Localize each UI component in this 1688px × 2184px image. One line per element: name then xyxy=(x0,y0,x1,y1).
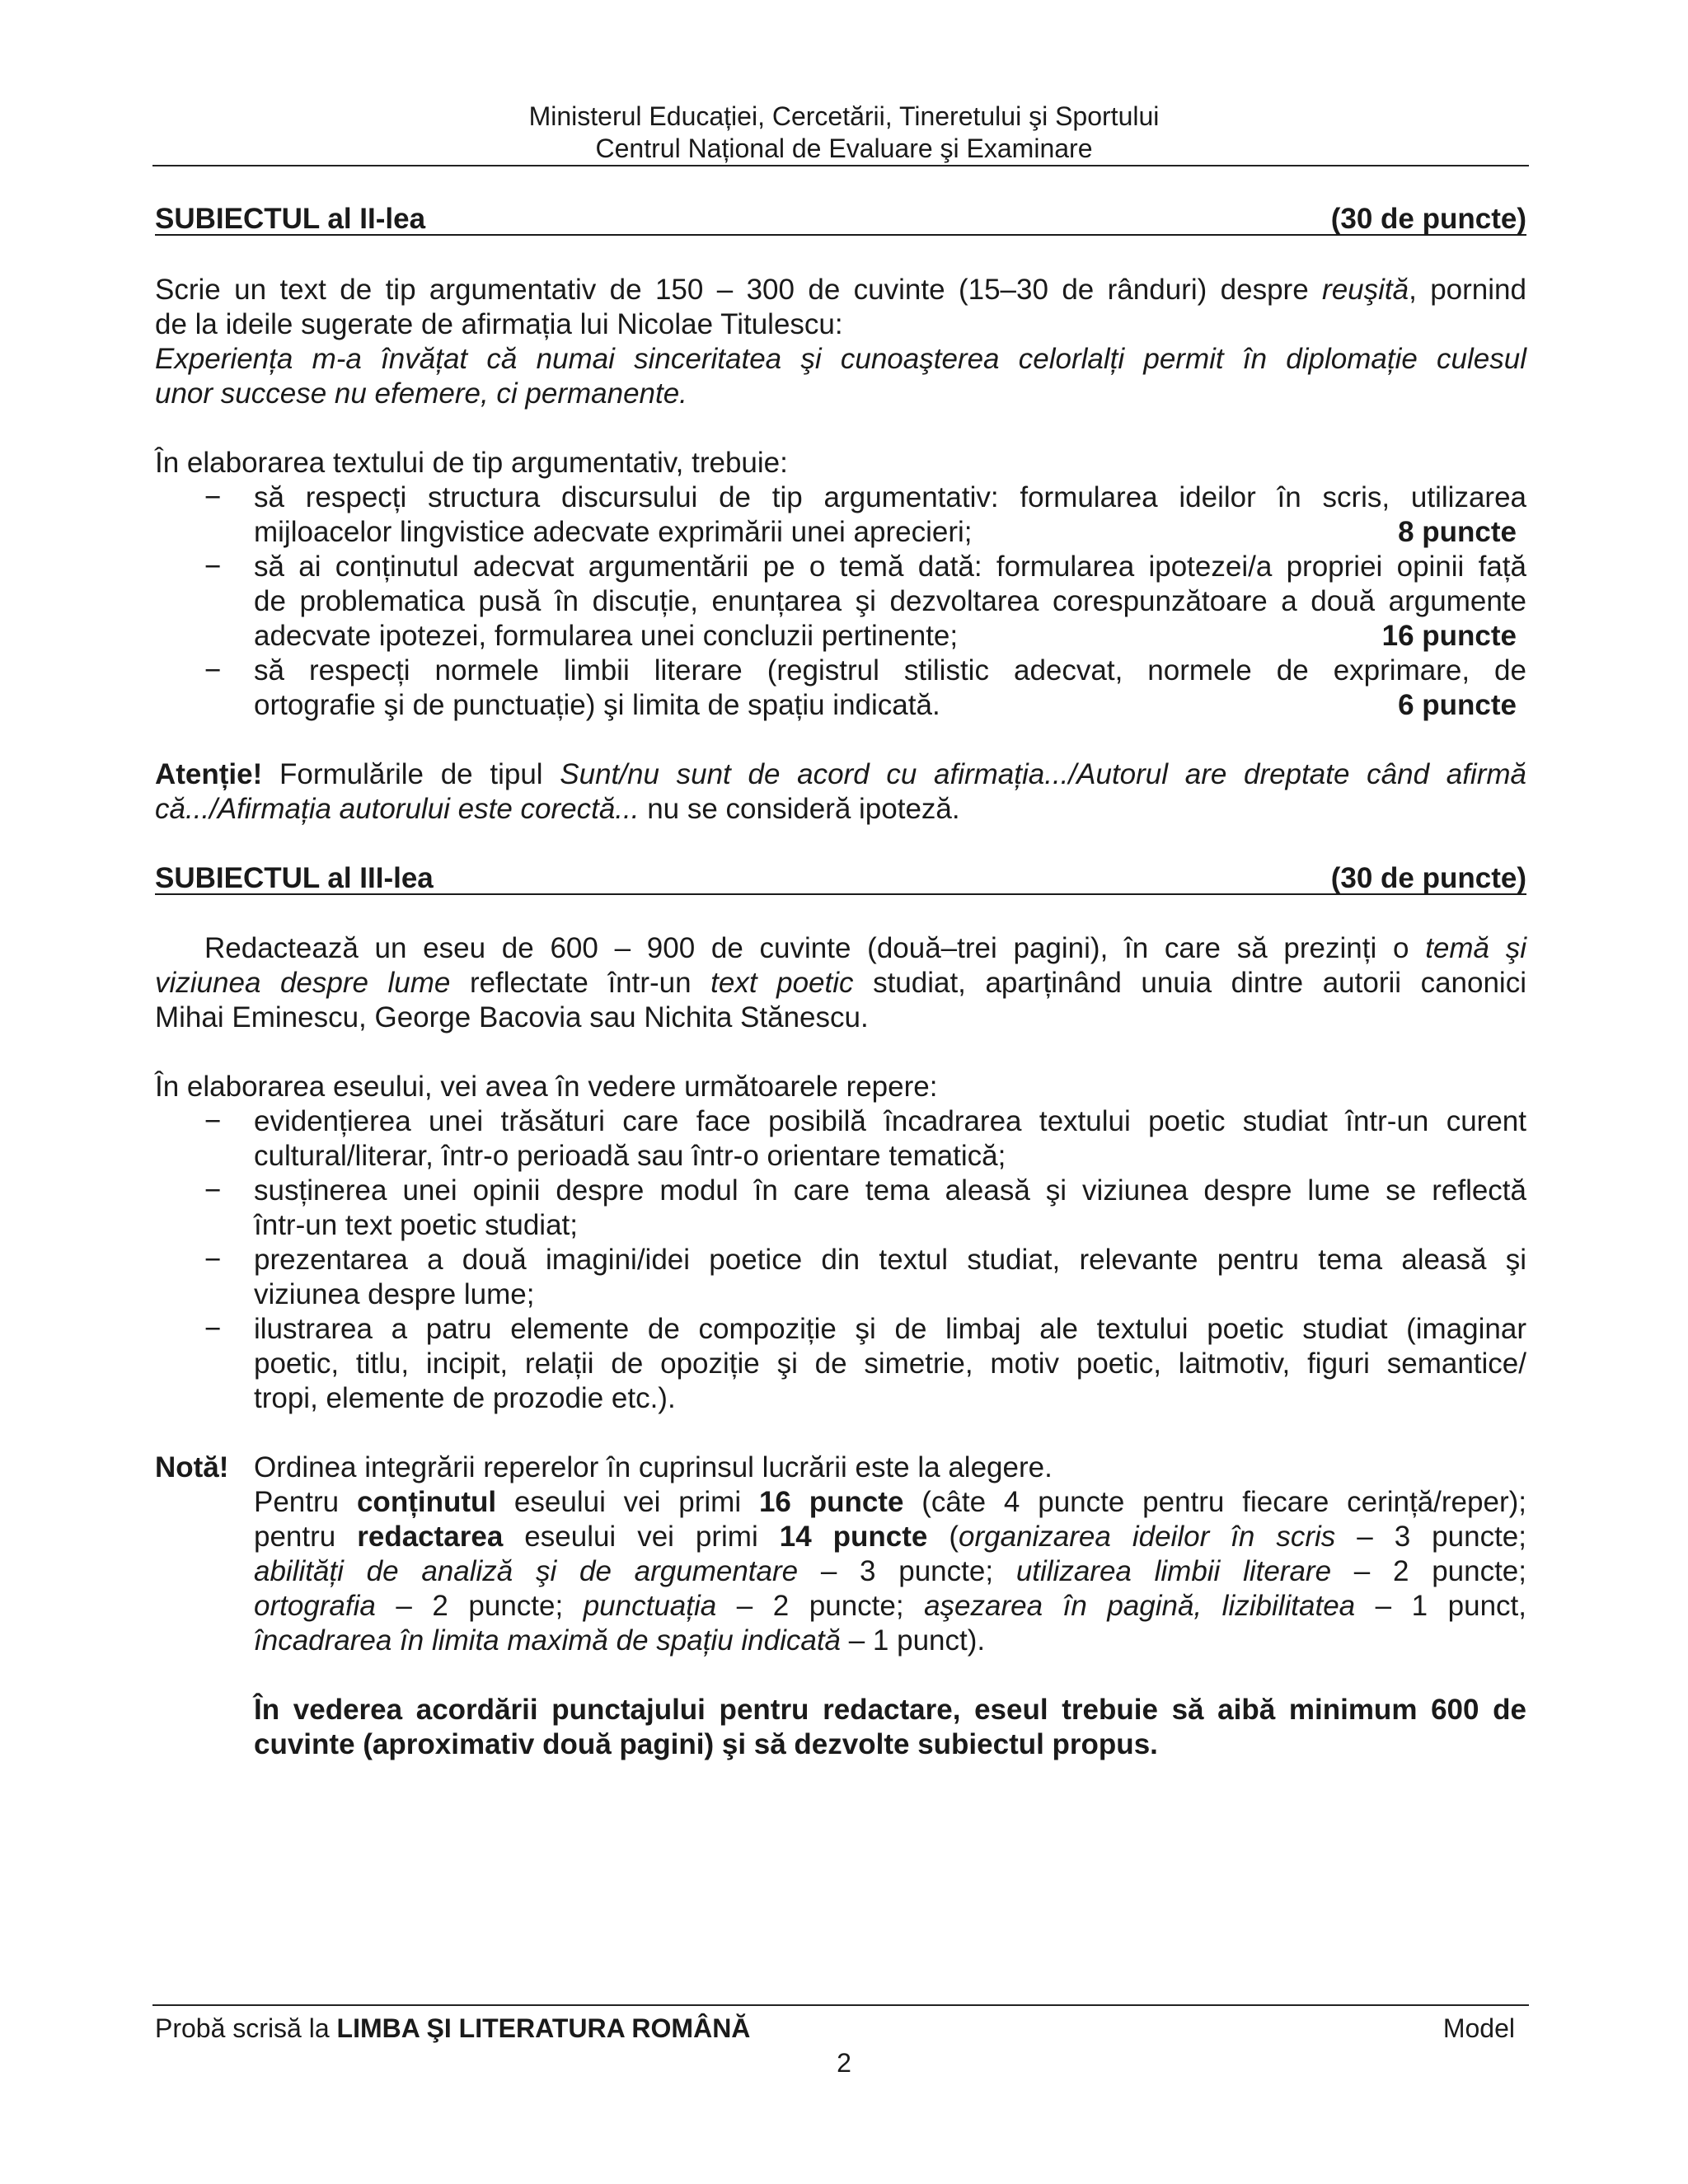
text-bold: redactarea xyxy=(357,1521,504,1553)
text-italic: Sunt/nu sunt de acord cu afirmația.../Autorul are dreptate când afirmă xyxy=(560,758,1526,790)
text-italic: utilizarea limbii literare xyxy=(1015,1555,1332,1587)
text: – 1 punct, xyxy=(1355,1590,1526,1622)
text: – 2 puncte; xyxy=(375,1590,584,1622)
text-bold: 16 puncte xyxy=(758,1486,904,1518)
text: poetic, titlu, incipit, relații de opoziție şi de simetrie, motiv poetic, laitmotiv, figuri semantice/ xyxy=(254,1347,1526,1380)
text: într-un text poetic studiat; xyxy=(254,1209,578,1241)
points: 6 puncte xyxy=(1398,689,1517,721)
section-heading-2 xyxy=(155,204,1526,236)
text: eseului vei primi xyxy=(503,1521,780,1553)
text: să respecți structura discursului de tip argumentativ: formularea ideilor în scris, utilizarea xyxy=(254,481,1526,513)
text-italic: reuşită xyxy=(1322,274,1409,306)
page-number: 2 xyxy=(837,2048,851,2078)
text: adecvate ipotezei, formularea unei concluzii pertinente; xyxy=(254,620,959,652)
text: Mihai Eminescu, George Bacovia sau Nichita Stănescu. xyxy=(155,1001,869,1033)
text-bold: 14 puncte xyxy=(779,1521,928,1553)
text-italic: viziunea despre lume xyxy=(155,967,451,999)
text: ortografie şi de punctuație) şi limita de spațiu indicată. xyxy=(254,689,940,721)
text: – 3 puncte; xyxy=(1335,1521,1526,1553)
points: 16 puncte xyxy=(1381,620,1517,652)
text: nu se consideră ipoteză. xyxy=(639,793,960,825)
text: tropi, elemente de prozodie etc.). xyxy=(254,1382,676,1414)
text: eseului vei primi xyxy=(496,1486,759,1518)
text: evidențierea unei trăsături care face posibilă încadrarea textului poetic studiat într-un curent xyxy=(254,1105,1526,1137)
bullet-dash: − xyxy=(204,1313,222,1345)
quote: unor succese nu efemere, ci permanente. xyxy=(155,377,687,410)
atentie-label: Atenție! xyxy=(155,758,263,790)
text: (câte 4 puncte pentru fiecare cerință/reper); xyxy=(903,1486,1526,1518)
bullet-dash: − xyxy=(204,654,222,687)
text-italic: ortografia xyxy=(254,1590,376,1622)
bullet-dash: − xyxy=(204,481,222,513)
text: susținerea unei opinii despre modul în care tema aleasă şi viziunea despre lume se reflectă xyxy=(254,1174,1526,1207)
text: – 3 puncte; xyxy=(798,1555,1016,1587)
header-center: Centrul Național de Evaluare şi Examinare xyxy=(595,134,1093,163)
footer-left: Probă scrisă la xyxy=(155,2013,337,2043)
text-italic: încadrarea în limita maximă de spațiu indicată xyxy=(254,1624,842,1657)
text: studiat, aparținând unuia dintre autorii canonici xyxy=(853,967,1526,999)
footer-rule xyxy=(152,2004,1529,2006)
text: , pornind xyxy=(1409,274,1526,306)
text-italic: punctuația xyxy=(583,1590,717,1622)
points: 8 puncte xyxy=(1398,516,1517,548)
text: – 1 punct). xyxy=(841,1624,986,1657)
section-points: (30 de puncte) xyxy=(1330,862,1526,894)
text: ( xyxy=(927,1521,959,1553)
text: pentru xyxy=(254,1521,358,1553)
footer-right: Model xyxy=(1442,2013,1515,2043)
text-italic: temă şi xyxy=(1425,932,1526,964)
req-intro-2: În elaborarea textului de tip argumentativ, trebuie: xyxy=(155,447,788,479)
text: Ordinea integrării reperelor în cuprinsul lucrării este la alegere. xyxy=(254,1451,1053,1483)
text: cultural/literar, într-o perioadă sau într-o orientare tematică; xyxy=(254,1140,1006,1172)
text-italic: că.../Afirmația autorului este corectă... xyxy=(155,793,640,825)
text: Scrie un text de tip argumentativ de 150 – 300 de cuvinte (15–30 de rânduri) despre xyxy=(155,274,1323,306)
text: de la ideile sugerate de afirmația lui Nicolae Titulescu: xyxy=(155,308,843,340)
text: Redactează un eseu de 600 – 900 de cuvinte (două–trei pagini), în care să prezinți o xyxy=(204,932,1426,964)
text-bold: cuvinte (aproximativ două pagini) şi să dezvolte subiectul propus. xyxy=(254,1728,1158,1760)
text: de problematica pusă în discuție, enunțarea şi dezvoltarea corespunzătoare a două argumente xyxy=(254,585,1526,617)
nota-body xyxy=(254,1451,1526,1762)
quote: Experiența m-a învățat că numai sinceritatea şi cunoaşterea celorlalți permit în diplomație culesul xyxy=(155,343,1526,375)
text-italic: text poetic xyxy=(710,967,854,999)
text-italic: organizarea ideilor în scris xyxy=(959,1521,1336,1553)
atentie-note xyxy=(155,757,1526,827)
bullet-dash: − xyxy=(204,1105,222,1137)
text-italic: abilități de analiză şi de argumentare xyxy=(254,1555,799,1587)
text: Pentru xyxy=(254,1486,357,1518)
text: să respecți normele limbii literare (registrul stilistic adecvat, normele de exprimare, de xyxy=(254,654,1526,687)
text-bold: În vederea acordării punctajului pentru redactare, eseul trebuie să aibă minimum 600 de xyxy=(254,1694,1526,1726)
bullet-dash: − xyxy=(204,1244,222,1276)
text-bold: conținutul xyxy=(356,1486,497,1518)
text: reflectate într-un xyxy=(450,967,711,999)
text-italic: aşezarea în pagină, lizibilitatea xyxy=(924,1590,1356,1622)
text: mijloacelor lingvistice adecvate exprimării unei aprecieri; xyxy=(254,516,973,548)
text: viziunea despre lume; xyxy=(254,1278,535,1310)
footer xyxy=(155,2011,1515,2046)
text: să ai conținutul adecvat argumentării pe o temă dată: formularea ipotezei/a propriei opinii față xyxy=(254,551,1526,583)
bullet-dash: − xyxy=(204,1174,222,1207)
footer-subject: LIMBA ŞI LITERATURA ROMÂNĂ xyxy=(336,2013,751,2043)
section-heading-3 xyxy=(155,864,1526,895)
subiect2-prompt xyxy=(155,273,1526,411)
header-rule xyxy=(152,165,1529,166)
section-title: SUBIECTUL al II-lea xyxy=(155,203,426,235)
header-ministry: Ministerul Educației, Cercetării, Tineretului şi Sportului xyxy=(528,101,1160,131)
text: Formulările de tipul xyxy=(262,758,560,790)
subiect3-prompt xyxy=(155,931,1526,1035)
text: prezentarea a două imagini/idei poetice din textul studiat, relevante pentru tema aleasă şi xyxy=(254,1244,1526,1276)
text: – 2 puncte; xyxy=(1331,1555,1527,1587)
nota-label: Notă! xyxy=(155,1451,229,1483)
section-title: SUBIECTUL al III-lea xyxy=(155,862,434,894)
text: – 2 puncte; xyxy=(716,1590,925,1622)
section-points: (30 de puncte) xyxy=(1330,203,1526,235)
req-intro-3: În elaborarea eseului, vei avea în vedere următoarele repere: xyxy=(155,1071,938,1103)
bullet-dash: − xyxy=(204,551,222,583)
text: ilustrarea a patru elemente de compoziție şi de limbaj ale textului poetic studiat (imaginar xyxy=(254,1313,1526,1345)
